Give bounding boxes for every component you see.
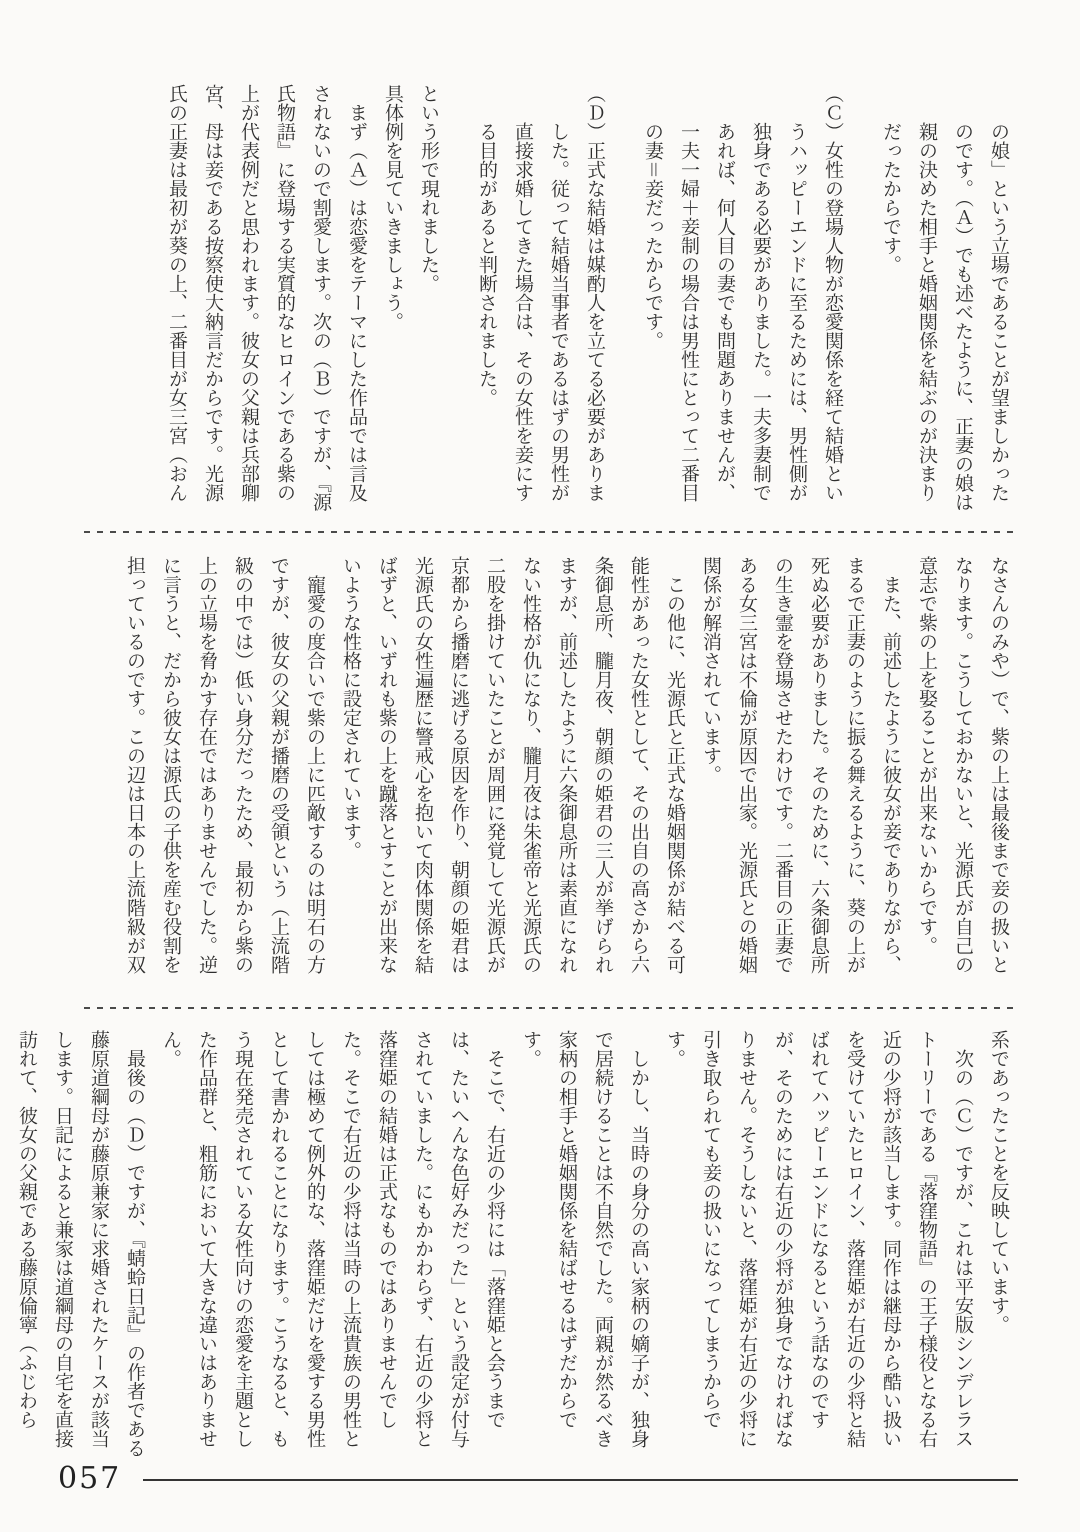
footer-rule (143, 1479, 1018, 1481)
text-block-middle (102, 556, 1017, 988)
dashed-divider-top (84, 531, 1018, 533)
text-block-bottom (16, 1030, 1017, 1462)
top-paragraph-5: まず（Ａ）は恋愛をテーマにした作品では言及されないので割愛します。次の（Ｂ）ですが、『源氏物語』に登場する実質的なヒロインである紫の上が代表例だと思われます。彼女の父親は兵部卿宮、母は妾である按察使大納言だからです。光源氏の正妻は最初が葵の上、二番目が女三宮（おん (166, 84, 368, 512)
bottom-paragraph-2: しかし、当時の身分の高い家柄の嫡子が、独身で居続けることは不自然でした。両親が然るべき家柄の相手と婚姻関係を結ばせるはずだからです。 (520, 1030, 650, 1448)
middle-paragraph-3: 寵愛の度合いで紫の上に匹敵するのは明石の方ですが、彼女の父親が播磨の受領という（上流階級の中では）低い身分だったため、最初から紫の上の立場を脅かす存在ではありませんでした。逆に言うと、だから彼女は源氏の子供を産む役割を担っているのです。この辺は日本の上流階級が双 (124, 556, 326, 974)
dashed-divider-bottom (84, 1007, 1018, 1009)
middle-paragraph-1: また、前述したように彼女が妾でありながら、まるで正妻のように振る舞えるように、葵の上が死ぬ必要がありました。そのために、六条御息所の生き霊を登場させたわけです。二番目の正妻である女三宮は不倫が原因で出家。光源氏との婚姻関係が解消されています。 (700, 556, 902, 974)
middle-paragraph-0: なさんのみや）で、紫の上は最後まで妾の扱いとなります。こうしておかないと、光源氏が自己の意志で紫の上を娶ることが出来ないからです。 (916, 556, 1010, 974)
text-block-top (102, 84, 1017, 516)
page-number: 057 (58, 1461, 122, 1496)
bottom-paragraph-3: そこで、右近の少将には「落窪姫と会うまでは、たいへんな色好みだった」という設定が付与されていました。にもかかわらず、右近の少将と落窪姫の結婚は正式なものではありませんでした。そこで右近の少将は当時の上流貴族の男性としては極めて例外的な、落窪姫だけを愛する男性として書かれることになります。こうなると、もう現在発売されている女性向けの恋愛を主題とした作品群と、粗筋において大きな違いはありません。 (160, 1030, 506, 1448)
bottom-paragraph-4: 最後の（Ｄ）ですが、『蜻蛉日記』の作者である藤原道綱母が藤原兼家に求婚されたケースが該当します。日記によると兼家は道綱母の自宅を直接訪れて、彼女の父親である藤原倫寧（ふじわら (16, 1030, 146, 1458)
top-paragraph-4: 具体例を見ていきましょう。 (382, 84, 404, 331)
bottom-paragraph-0: 系であったことを反映しています。 (988, 1030, 1010, 1334)
top-paragraph-2: （Ｄ）正式な結婚は媒酌人を立てる必要がありました。従って結婚当事者であるはずの男性が直接求婚してきた場合は、その女性を妾にする目的があると判断されました。 (476, 84, 606, 502)
middle-paragraph-2: この他に、光源氏と正式な婚姻関係が結べる可能性があった女性として、その出自の高さから六条御息所、朧月夜、朝顔の姫君の三人が挙げられますが、前述したように六条御息所は素直になれない性格が仇になり、朧月夜は朱雀帝と光源氏の二股を掛けていたことが周囲に発覚して光源氏が京都から播磨に逃げる原因を作り、朝顔の姫君は光源氏の女性遍歴に警戒心を抱いて肉体関係を結ばずと、いずれも紫の上を蹴落とすことが出来ないような性格に設定されています。 (340, 556, 686, 974)
top-paragraph-1: （Ｃ）女性の登場人物が恋愛関係を経て結婚というハッピーエンドに至るためには、男性側が独身である必要がありました。一夫多妻制であれば、何人目の妻でも問題ありませんが、一夫一婦＋妾制の場合は男性にとって二番目の妻＝妾だったからです。 (642, 84, 844, 502)
top-paragraph-3: という形で現れました。 (418, 84, 440, 293)
bottom-paragraph-1: 次の（Ｃ）ですが、これは平安版シンデレラストーリーである『落窪物語』の王子様役となる右近の少将が該当します。同作は継母から酷い扱いを受けていたヒロイン、落窪姫が右近の少将と結ばれてハッピーエンドになるという話なのですが、そのためには右近の少将が独身でなければなりません。そうしないと、落窪姫が右近の少将に引き取られても妾の扱いになってしまうからです。 (664, 1030, 974, 1448)
top-paragraph-0: の娘」という立場であることが望ましかったのです。（Ａ）でも述べたように、正妻の娘は親の決めた相手と婚姻関係を結ぶのが決まりだったからです。 (880, 122, 1010, 512)
